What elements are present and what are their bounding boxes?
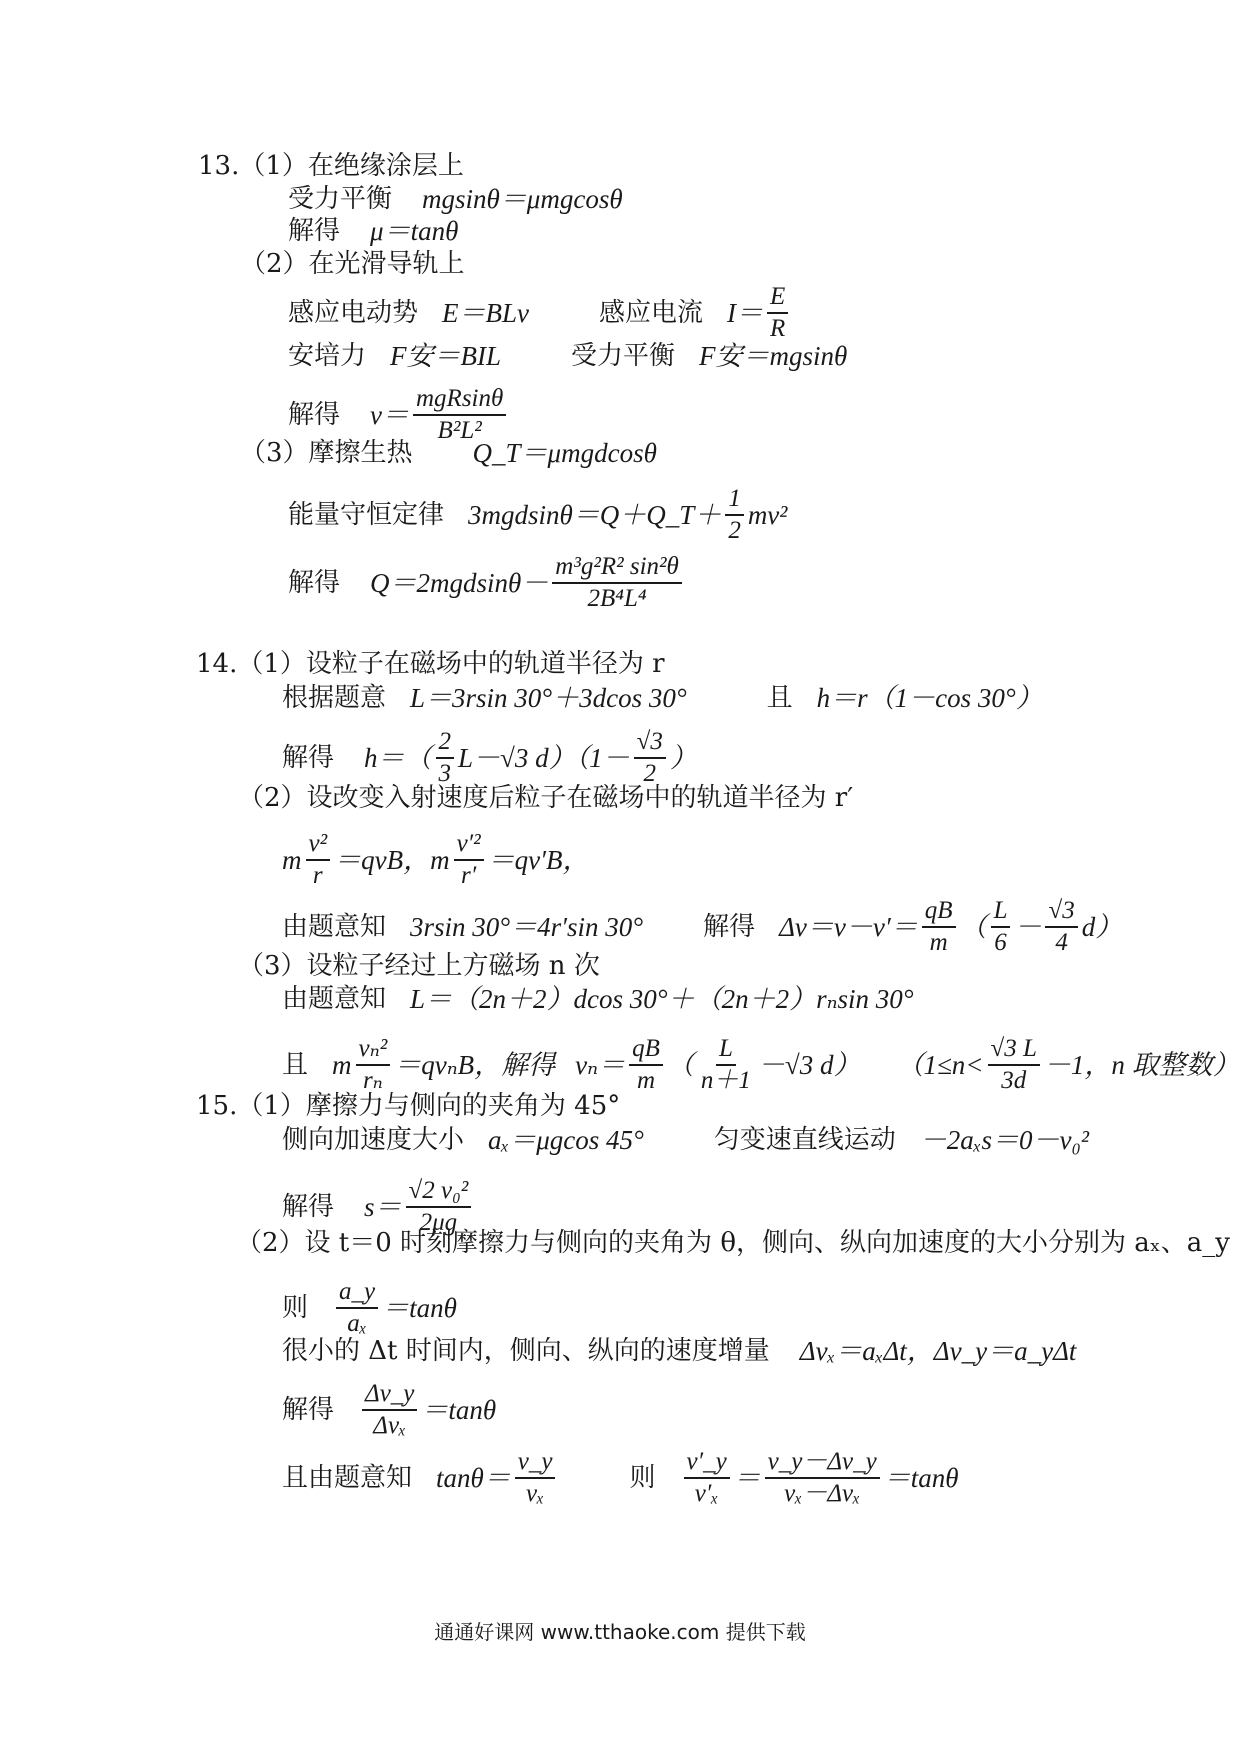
fraction bbox=[725, 485, 744, 545]
q13-line6: 安培力 F安＝BIL 受力平衡 F安＝mgsinθ bbox=[288, 341, 848, 371]
fraction-numerator: v_y bbox=[515, 1448, 556, 1479]
q13-part2-title: （2）在光滑导轨上 bbox=[240, 249, 465, 279]
fraction-denominator: n＋1 bbox=[700, 1067, 751, 1094]
q15-line5: 则 $\frac{a\_y}{\text{aₓ}}$ ＝tanθ bbox=[282, 1278, 457, 1337]
fraction-numerator: v² bbox=[306, 830, 331, 861]
fraction-numerator: m³g²R² sin²θ bbox=[552, 553, 682, 584]
q15-part2-title: （2）设 t＝0 时刻摩擦力与侧向的夹角为 θ，侧向、纵向加速度的大小分别为 aₓ、a_y bbox=[236, 1228, 1230, 1258]
fraction-numerator: L bbox=[716, 1035, 736, 1066]
q13-line8: （3）摩擦生热 Q_T＝μmgdcosθ bbox=[240, 438, 657, 468]
q14-part2-title: （2）设改变入射速度后粒子在磁场中的轨道半径为 r′ bbox=[238, 783, 854, 813]
q14-line8: 由题意知 L＝（2n＋2）dcos 30°＋（2n＋2）rₙsin 30° bbox=[282, 984, 914, 1014]
q15-title: 15.（1）摩擦力与侧向的夹角为 45° bbox=[196, 1091, 621, 1121]
q14-title: 14.（1）设粒子在磁场中的轨道半径为 r bbox=[196, 649, 665, 679]
fraction-numerator: √3 bbox=[1045, 897, 1077, 928]
footer-source: 通通好课网 www.tthaoke.com 提供下载 bbox=[434, 1620, 806, 1644]
q14-part3-title: （3）设粒子经过上方磁场 n 次 bbox=[238, 951, 600, 981]
fraction-numerator: 1 bbox=[725, 485, 744, 516]
fraction-numerator: √2 v₀² bbox=[406, 1177, 472, 1208]
q15-line3: 解得 s＝ $\frac{\text{√2 v₀²}}{2\mu g}$ bbox=[282, 1177, 475, 1237]
fraction-denominator: 2B⁴L⁴ bbox=[587, 585, 647, 612]
q15-line8: 且由题意知 tanθ＝ $\frac{v\_y}{\text{vₓ}}$ 则 $\frac{v'\_y}{\text{v′ₓ}}$ ＝ $\frac{v\_y-\Delta v\_y}{\text{vₓ－Δvₓ}}$ ＝tanθ bbox=[282, 1448, 959, 1507]
fraction-numerator: E bbox=[767, 283, 788, 314]
fraction bbox=[629, 1035, 663, 1095]
fraction-denominator: 3d bbox=[1001, 1067, 1027, 1094]
q14-line6: 由题意知 3rsin 30°＝4r′sin 30° 解得 Δv＝v－v′＝ $\frac{qB}{m}$ （ $\frac{L}{6}$ － $\frac{√3}{4}$ d） bbox=[282, 897, 1123, 956]
fraction bbox=[988, 1035, 1040, 1095]
q13-line2: 受力平衡 mgsinθ＝μmgcosθ bbox=[288, 184, 623, 214]
q13-line9: 能量守恒定律 3mgdsinθ＝Q＋Q_T＋ $\frac{1}{2}$ mv² bbox=[288, 485, 788, 544]
fraction-numerator: v′² bbox=[454, 830, 484, 861]
q13-title: 13.（1）在绝缘涂层上 bbox=[198, 151, 464, 181]
fraction-denominator: m bbox=[929, 929, 948, 956]
q14-line2: 根据题意 L＝3rsin 30°＋3dcos 30° 且 h＝r（1－cos 30°） bbox=[282, 683, 1043, 713]
fraction-numerator: v_y－Δv_y bbox=[765, 1448, 880, 1479]
fraction-numerator: v′_y bbox=[684, 1448, 730, 1479]
fraction bbox=[767, 283, 788, 343]
q14-line9: 且 m $\frac{\text{vₙ²}}{\text{rₙ}}$ ＝qvₙB，解得 vₙ＝ $\frac{qB}{m}$ （ $\frac{L}{n+1}$ －√3 d） （1≤n< $\frac{√3 L}{3d}$ －1，n 取整数） bbox=[282, 1035, 1240, 1094]
fraction bbox=[991, 897, 1011, 957]
fraction bbox=[698, 1035, 754, 1095]
fraction-denominator: 3 bbox=[438, 760, 452, 787]
q13-line7: 解得 v＝ $\frac{\text{mgRsinθ}}{\text{B²L²}}$ bbox=[288, 385, 510, 445]
fraction-denominator: 6 bbox=[994, 929, 1007, 956]
fraction-denominator: rₙ bbox=[362, 1067, 383, 1094]
fraction-denominator: aₓ bbox=[347, 1310, 367, 1337]
fraction bbox=[436, 728, 455, 788]
fraction-denominator: Δvₓ bbox=[373, 1412, 407, 1439]
fraction-denominator: v′ₓ bbox=[694, 1480, 719, 1507]
fraction bbox=[454, 830, 484, 890]
fraction-denominator: vₓ bbox=[526, 1480, 545, 1507]
fraction-numerator: Δv_y bbox=[362, 1380, 417, 1411]
fraction-numerator: √3 L bbox=[988, 1035, 1040, 1066]
q15-line6: 很小的 Δt 时间内，侧向、纵向的速度增量 Δvₓ＝aₓΔt，Δv_y＝a_yΔt bbox=[282, 1336, 1077, 1366]
q15-line7: 解得 $\frac{\Delta v\_y}{\text{Δvₓ}}$ ＝tanθ bbox=[282, 1380, 497, 1439]
fraction-denominator: R bbox=[770, 315, 786, 342]
fraction bbox=[306, 830, 331, 890]
fraction bbox=[922, 897, 956, 957]
q13-line10: 解得 Q＝2mgdsinθ－ $\frac{\text{m³g²R² sin²θ}}{\text{2B⁴L⁴}}$ bbox=[288, 553, 686, 613]
q15-line2: 侧向加速度大小 aₓ＝μgcos 45° 匀变速直线运动 －2aₓs＝0－v₀² bbox=[282, 1125, 1089, 1155]
fraction-denominator: 2 bbox=[643, 760, 656, 787]
fraction-denominator: r bbox=[312, 862, 323, 889]
fraction-numerator: 2 bbox=[436, 728, 455, 759]
fraction-numerator: a_y bbox=[336, 1278, 378, 1309]
fraction-numerator: qB bbox=[629, 1035, 663, 1066]
fraction bbox=[362, 1380, 417, 1440]
q14-line3: 解得 h＝（ $\frac{2}{3}$ L－√3 d）（1－ $\frac{√3}{2}$ ） bbox=[282, 728, 697, 787]
fraction bbox=[515, 1448, 556, 1508]
fraction bbox=[1045, 897, 1077, 957]
q13-line5: 感应电动势 E＝BLv 感应电流 I＝ $\frac{E}{R}$ bbox=[288, 283, 792, 343]
fraction bbox=[765, 1448, 880, 1508]
fraction bbox=[634, 728, 666, 788]
fraction bbox=[684, 1448, 730, 1508]
fraction bbox=[552, 553, 682, 613]
fraction-denominator: 4 bbox=[1055, 929, 1068, 956]
fraction-numerator: qB bbox=[922, 897, 956, 928]
q14-line5: m $\frac{\text{v²}}{r}$ ＝qvB，m $\frac{\text{v′²}}{r'}$ ＝qv′B， bbox=[282, 830, 590, 889]
fraction-denominator: B²L² bbox=[437, 417, 482, 444]
fraction-denominator: r′ bbox=[461, 862, 477, 889]
fraction-numerator: vₙ² bbox=[356, 1035, 391, 1066]
fraction bbox=[413, 385, 506, 445]
q13-line3: 解得 μ＝tanθ bbox=[288, 216, 459, 246]
fraction-denominator: vₓ－Δvₓ bbox=[784, 1480, 861, 1507]
fraction bbox=[336, 1278, 378, 1338]
fraction-denominator: m bbox=[636, 1067, 656, 1094]
fraction-denominator: 2μg bbox=[419, 1209, 458, 1236]
fraction-numerator: mgRsinθ bbox=[413, 385, 506, 416]
fraction bbox=[356, 1035, 391, 1095]
fraction-numerator: L bbox=[991, 897, 1011, 928]
fraction-denominator: 2 bbox=[728, 517, 741, 544]
fraction-numerator: √3 bbox=[634, 728, 666, 759]
